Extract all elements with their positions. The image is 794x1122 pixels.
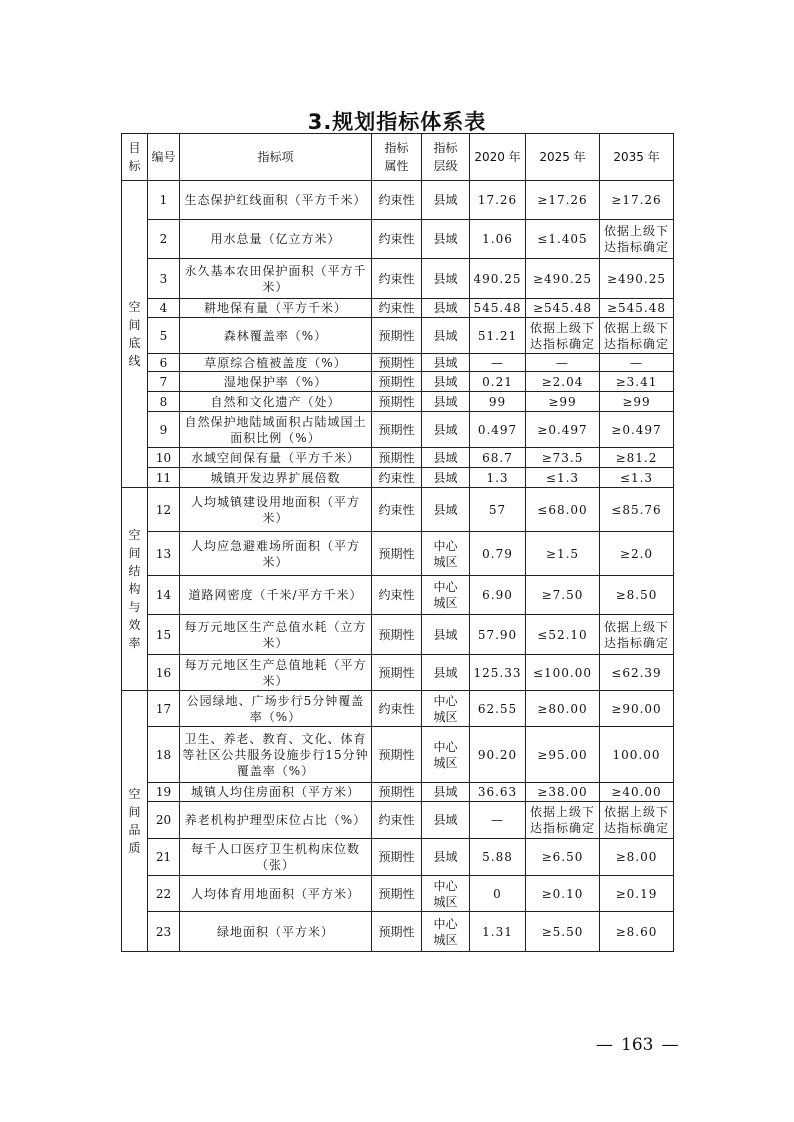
value-2025-cell: ≤68.00 xyxy=(526,488,600,532)
item-cell: 卫生、养老、教育、文化、体育等社区公共服务设施步行15分钟覆盖率（%） xyxy=(180,727,372,783)
item-cell: 水域空间保有量（平方千米） xyxy=(180,448,372,468)
value-2035-cell: ≤85.76 xyxy=(600,488,674,532)
value-2020-cell: 36.63 xyxy=(470,783,526,802)
value-2020-cell: 17.26 xyxy=(470,181,526,220)
header-level: 指标层级 xyxy=(422,134,470,181)
level-cell: 县域 xyxy=(422,181,470,220)
attr-cell: 预期性 xyxy=(372,783,422,802)
no-cell: 18 xyxy=(148,727,180,783)
level-cell: 县域 xyxy=(422,655,470,691)
attr-cell: 预期性 xyxy=(372,354,422,372)
item-cell: 耕地保有量（平方千米） xyxy=(180,299,372,318)
value-2035-cell: 依据上级下达指标确定 xyxy=(600,615,674,655)
value-2020-cell: — xyxy=(470,354,526,372)
level-cell: 县域 xyxy=(422,354,470,372)
value-2020-cell: — xyxy=(470,802,526,839)
value-2020-cell: 5.88 xyxy=(470,839,526,876)
level-cell: 县域 xyxy=(422,299,470,318)
no-cell: 13 xyxy=(148,532,180,576)
no-cell: 3 xyxy=(148,259,180,299)
value-2035-cell: ≥2.0 xyxy=(600,532,674,576)
table-row xyxy=(122,691,674,727)
value-2025-cell: ≤1.405 xyxy=(526,220,600,259)
value-2035-cell: ≤1.3 xyxy=(600,468,674,488)
value-2035-cell: ≤62.39 xyxy=(600,655,674,691)
attr-cell: 约束性 xyxy=(372,576,422,615)
item-cell: 用水总量（亿立方米） xyxy=(180,220,372,259)
value-2020-cell: 1.31 xyxy=(470,912,526,952)
item-cell: 城镇开发边界扩展倍数 xyxy=(180,468,372,488)
value-2020-cell: 6.90 xyxy=(470,576,526,615)
value-2035-cell: ≥8.00 xyxy=(600,839,674,876)
table-row xyxy=(122,318,674,354)
header-no: 编号 xyxy=(148,134,180,181)
level-cell: 县域 xyxy=(422,615,470,655)
level-cell: 县域 xyxy=(422,220,470,259)
level-cell: 县域 xyxy=(422,392,470,412)
value-2035-cell: ≥81.2 xyxy=(600,448,674,468)
value-2035-cell: 100.00 xyxy=(600,727,674,783)
level-cell: 中心城区 xyxy=(422,912,470,952)
no-cell: 7 xyxy=(148,372,180,392)
header-attr: 指标属性 xyxy=(372,134,422,181)
table-row xyxy=(122,392,674,412)
table-row xyxy=(122,299,674,318)
item-cell: 城镇人均住房面积（平方米） xyxy=(180,783,372,802)
value-2020-cell: 68.7 xyxy=(470,448,526,468)
value-2025-cell: 依据上级下达指标确定 xyxy=(526,318,600,354)
value-2035-cell: ≥0.19 xyxy=(600,876,674,912)
no-cell: 4 xyxy=(148,299,180,318)
value-2020-cell: 545.48 xyxy=(470,299,526,318)
table-row xyxy=(122,220,674,259)
no-cell: 2 xyxy=(148,220,180,259)
table-row xyxy=(122,181,674,220)
item-cell: 永久基本农田保护面积（平方千米） xyxy=(180,259,372,299)
level-cell: 中心城区 xyxy=(422,876,470,912)
value-2020-cell: 90.20 xyxy=(470,727,526,783)
value-2025-cell: ≥73.5 xyxy=(526,448,600,468)
no-cell: 19 xyxy=(148,783,180,802)
attr-cell: 预期性 xyxy=(372,876,422,912)
item-cell: 生态保护红线面积（平方千米） xyxy=(180,181,372,220)
item-cell: 每万元地区生产总值水耗（立方米） xyxy=(180,615,372,655)
item-cell: 每万元地区生产总值地耗（平方米） xyxy=(180,655,372,691)
item-cell: 自然和文化遗产（处） xyxy=(180,392,372,412)
level-cell: 县域 xyxy=(422,448,470,468)
item-cell: 人均城镇建设用地面积（平方米） xyxy=(180,488,372,532)
attr-cell: 约束性 xyxy=(372,468,422,488)
item-cell: 人均体育用地面积（平方米） xyxy=(180,876,372,912)
level-cell: 县域 xyxy=(422,839,470,876)
value-2025-cell: ≥6.50 xyxy=(526,839,600,876)
value-2035-cell: 依据上级下达指标确定 xyxy=(600,220,674,259)
value-2020-cell: 51.21 xyxy=(470,318,526,354)
attr-cell: 约束性 xyxy=(372,259,422,299)
value-2025-cell: ≥2.04 xyxy=(526,372,600,392)
no-cell: 8 xyxy=(148,392,180,412)
value-2025-cell: ≥38.00 xyxy=(526,783,600,802)
attr-cell: 预期性 xyxy=(372,372,422,392)
attr-cell: 预期性 xyxy=(372,412,422,448)
table-row xyxy=(122,727,674,783)
table-row xyxy=(122,412,674,448)
value-2035-cell: 依据上级下达指标确定 xyxy=(600,802,674,839)
no-cell: 12 xyxy=(148,488,180,532)
value-2025-cell: ≥0.497 xyxy=(526,412,600,448)
table-row xyxy=(122,354,674,372)
table-title: 3.规划指标体系表 xyxy=(307,110,487,134)
item-cell: 人均应急避难场所面积（平方米） xyxy=(180,532,372,576)
indicator-table xyxy=(121,133,674,952)
value-2025-cell: ≤1.3 xyxy=(526,468,600,488)
value-2025-cell: — xyxy=(526,354,600,372)
level-cell: 县域 xyxy=(422,802,470,839)
header-2035: 2035 年 xyxy=(600,134,674,181)
value-2025-cell: ≥0.10 xyxy=(526,876,600,912)
level-cell: 中心城区 xyxy=(422,576,470,615)
no-cell: 14 xyxy=(148,576,180,615)
table-row xyxy=(122,655,674,691)
no-cell: 17 xyxy=(148,691,180,727)
no-cell: 9 xyxy=(148,412,180,448)
value-2035-cell: ≥17.26 xyxy=(600,181,674,220)
table-row xyxy=(122,783,674,802)
table-row xyxy=(122,912,674,952)
value-2035-cell: ≥3.41 xyxy=(600,372,674,392)
table-row xyxy=(122,259,674,299)
no-cell: 23 xyxy=(148,912,180,952)
no-cell: 11 xyxy=(148,468,180,488)
no-cell: 22 xyxy=(148,876,180,912)
page-number: — 163 — xyxy=(596,1035,679,1055)
table-row xyxy=(122,876,674,912)
table-row xyxy=(122,839,674,876)
value-2020-cell: 57 xyxy=(470,488,526,532)
level-cell: 中心城区 xyxy=(422,691,470,727)
table-row xyxy=(122,372,674,392)
value-2035-cell: ≥0.497 xyxy=(600,412,674,448)
attr-cell: 预期性 xyxy=(372,615,422,655)
value-2025-cell: ≥17.26 xyxy=(526,181,600,220)
value-2035-cell: ≥40.00 xyxy=(600,783,674,802)
item-cell: 自然保护地陆域面积占陆域国土面积比例（%） xyxy=(180,412,372,448)
table-row xyxy=(122,448,674,468)
attr-cell: 预期性 xyxy=(372,392,422,412)
value-2035-cell: ≥90.00 xyxy=(600,691,674,727)
item-cell: 道路网密度（千米/平方千米） xyxy=(180,576,372,615)
attr-cell: 预期性 xyxy=(372,655,422,691)
value-2035-cell: ≥8.60 xyxy=(600,912,674,952)
attr-cell: 预期性 xyxy=(372,912,422,952)
table-row xyxy=(122,802,674,839)
value-2020-cell: 0 xyxy=(470,876,526,912)
item-cell: 每千人口医疗卫生机构床位数（张） xyxy=(180,839,372,876)
item-cell: 绿地面积（平方米） xyxy=(180,912,372,952)
value-2020-cell: 125.33 xyxy=(470,655,526,691)
header-goal: 目标 xyxy=(122,134,148,181)
level-cell: 县域 xyxy=(422,318,470,354)
attr-cell: 预期性 xyxy=(372,318,422,354)
no-cell: 6 xyxy=(148,354,180,372)
value-2035-cell: ≥99 xyxy=(600,392,674,412)
level-cell: 县域 xyxy=(422,259,470,299)
value-2025-cell: ≥7.50 xyxy=(526,576,600,615)
value-2025-cell: ≥95.00 xyxy=(526,727,600,783)
value-2020-cell: 99 xyxy=(470,392,526,412)
value-2035-cell: 依据上级下达指标确定 xyxy=(600,318,674,354)
goal-cell: 空间品质 xyxy=(122,691,148,952)
header-2020: 2020 年 xyxy=(470,134,526,181)
attr-cell: 约束性 xyxy=(372,299,422,318)
attr-cell: 约束性 xyxy=(372,691,422,727)
item-cell: 湿地保护率（%） xyxy=(180,372,372,392)
attr-cell: 预期性 xyxy=(372,839,422,876)
value-2035-cell: ≥545.48 xyxy=(600,299,674,318)
attr-cell: 预期性 xyxy=(372,448,422,468)
level-cell: 县域 xyxy=(422,488,470,532)
value-2025-cell: ≥99 xyxy=(526,392,600,412)
no-cell: 10 xyxy=(148,448,180,468)
no-cell: 5 xyxy=(148,318,180,354)
no-cell: 16 xyxy=(148,655,180,691)
table-row xyxy=(122,532,674,576)
value-2020-cell: 1.3 xyxy=(470,468,526,488)
attr-cell: 约束性 xyxy=(372,802,422,839)
no-cell: 15 xyxy=(148,615,180,655)
attr-cell: 预期性 xyxy=(372,727,422,783)
level-cell: 县域 xyxy=(422,372,470,392)
level-cell: 县域 xyxy=(422,783,470,802)
value-2035-cell: ≥490.25 xyxy=(600,259,674,299)
no-cell: 1 xyxy=(148,181,180,220)
table-row xyxy=(122,468,674,488)
value-2025-cell: ≤100.00 xyxy=(526,655,600,691)
item-cell: 养老机构护理型床位占比（%） xyxy=(180,802,372,839)
table-body xyxy=(122,181,674,952)
value-2020-cell: 1.06 xyxy=(470,220,526,259)
value-2020-cell: 57.90 xyxy=(470,615,526,655)
no-cell: 20 xyxy=(148,802,180,839)
value-2035-cell: — xyxy=(600,354,674,372)
attr-cell: 约束性 xyxy=(372,220,422,259)
value-2020-cell: 490.25 xyxy=(470,259,526,299)
value-2025-cell: ≥1.5 xyxy=(526,532,600,576)
header-item: 指标项 xyxy=(180,134,372,181)
goal-cell: 空间结构与效率 xyxy=(122,488,148,691)
value-2025-cell: ≥5.50 xyxy=(526,912,600,952)
level-cell: 中心城区 xyxy=(422,727,470,783)
no-cell: 21 xyxy=(148,839,180,876)
value-2020-cell: 0.497 xyxy=(470,412,526,448)
table-row xyxy=(122,576,674,615)
level-cell: 县域 xyxy=(422,468,470,488)
item-cell: 公园绿地、广场步行5分钟覆盖率（%） xyxy=(180,691,372,727)
item-cell: 森林覆盖率（%） xyxy=(180,318,372,354)
attr-cell: 约束性 xyxy=(372,181,422,220)
table-row xyxy=(122,615,674,655)
value-2025-cell: ≤52.10 xyxy=(526,615,600,655)
attr-cell: 预期性 xyxy=(372,532,422,576)
value-2025-cell: ≥545.48 xyxy=(526,299,600,318)
value-2025-cell: 依据上级下达指标确定 xyxy=(526,802,600,839)
goal-cell: 空间底线 xyxy=(122,181,148,488)
level-cell: 县域 xyxy=(422,412,470,448)
table-row xyxy=(122,488,674,532)
header-2025: 2025 年 xyxy=(526,134,600,181)
item-cell: 草原综合植被盖度（%） xyxy=(180,354,372,372)
value-2025-cell: ≥80.00 xyxy=(526,691,600,727)
value-2020-cell: 0.79 xyxy=(470,532,526,576)
header-row xyxy=(122,134,674,181)
value-2020-cell: 0.21 xyxy=(470,372,526,392)
value-2025-cell: ≥490.25 xyxy=(526,259,600,299)
level-cell: 中心城区 xyxy=(422,532,470,576)
value-2020-cell: 62.55 xyxy=(470,691,526,727)
value-2035-cell: ≥8.50 xyxy=(600,576,674,615)
attr-cell: 约束性 xyxy=(372,488,422,532)
